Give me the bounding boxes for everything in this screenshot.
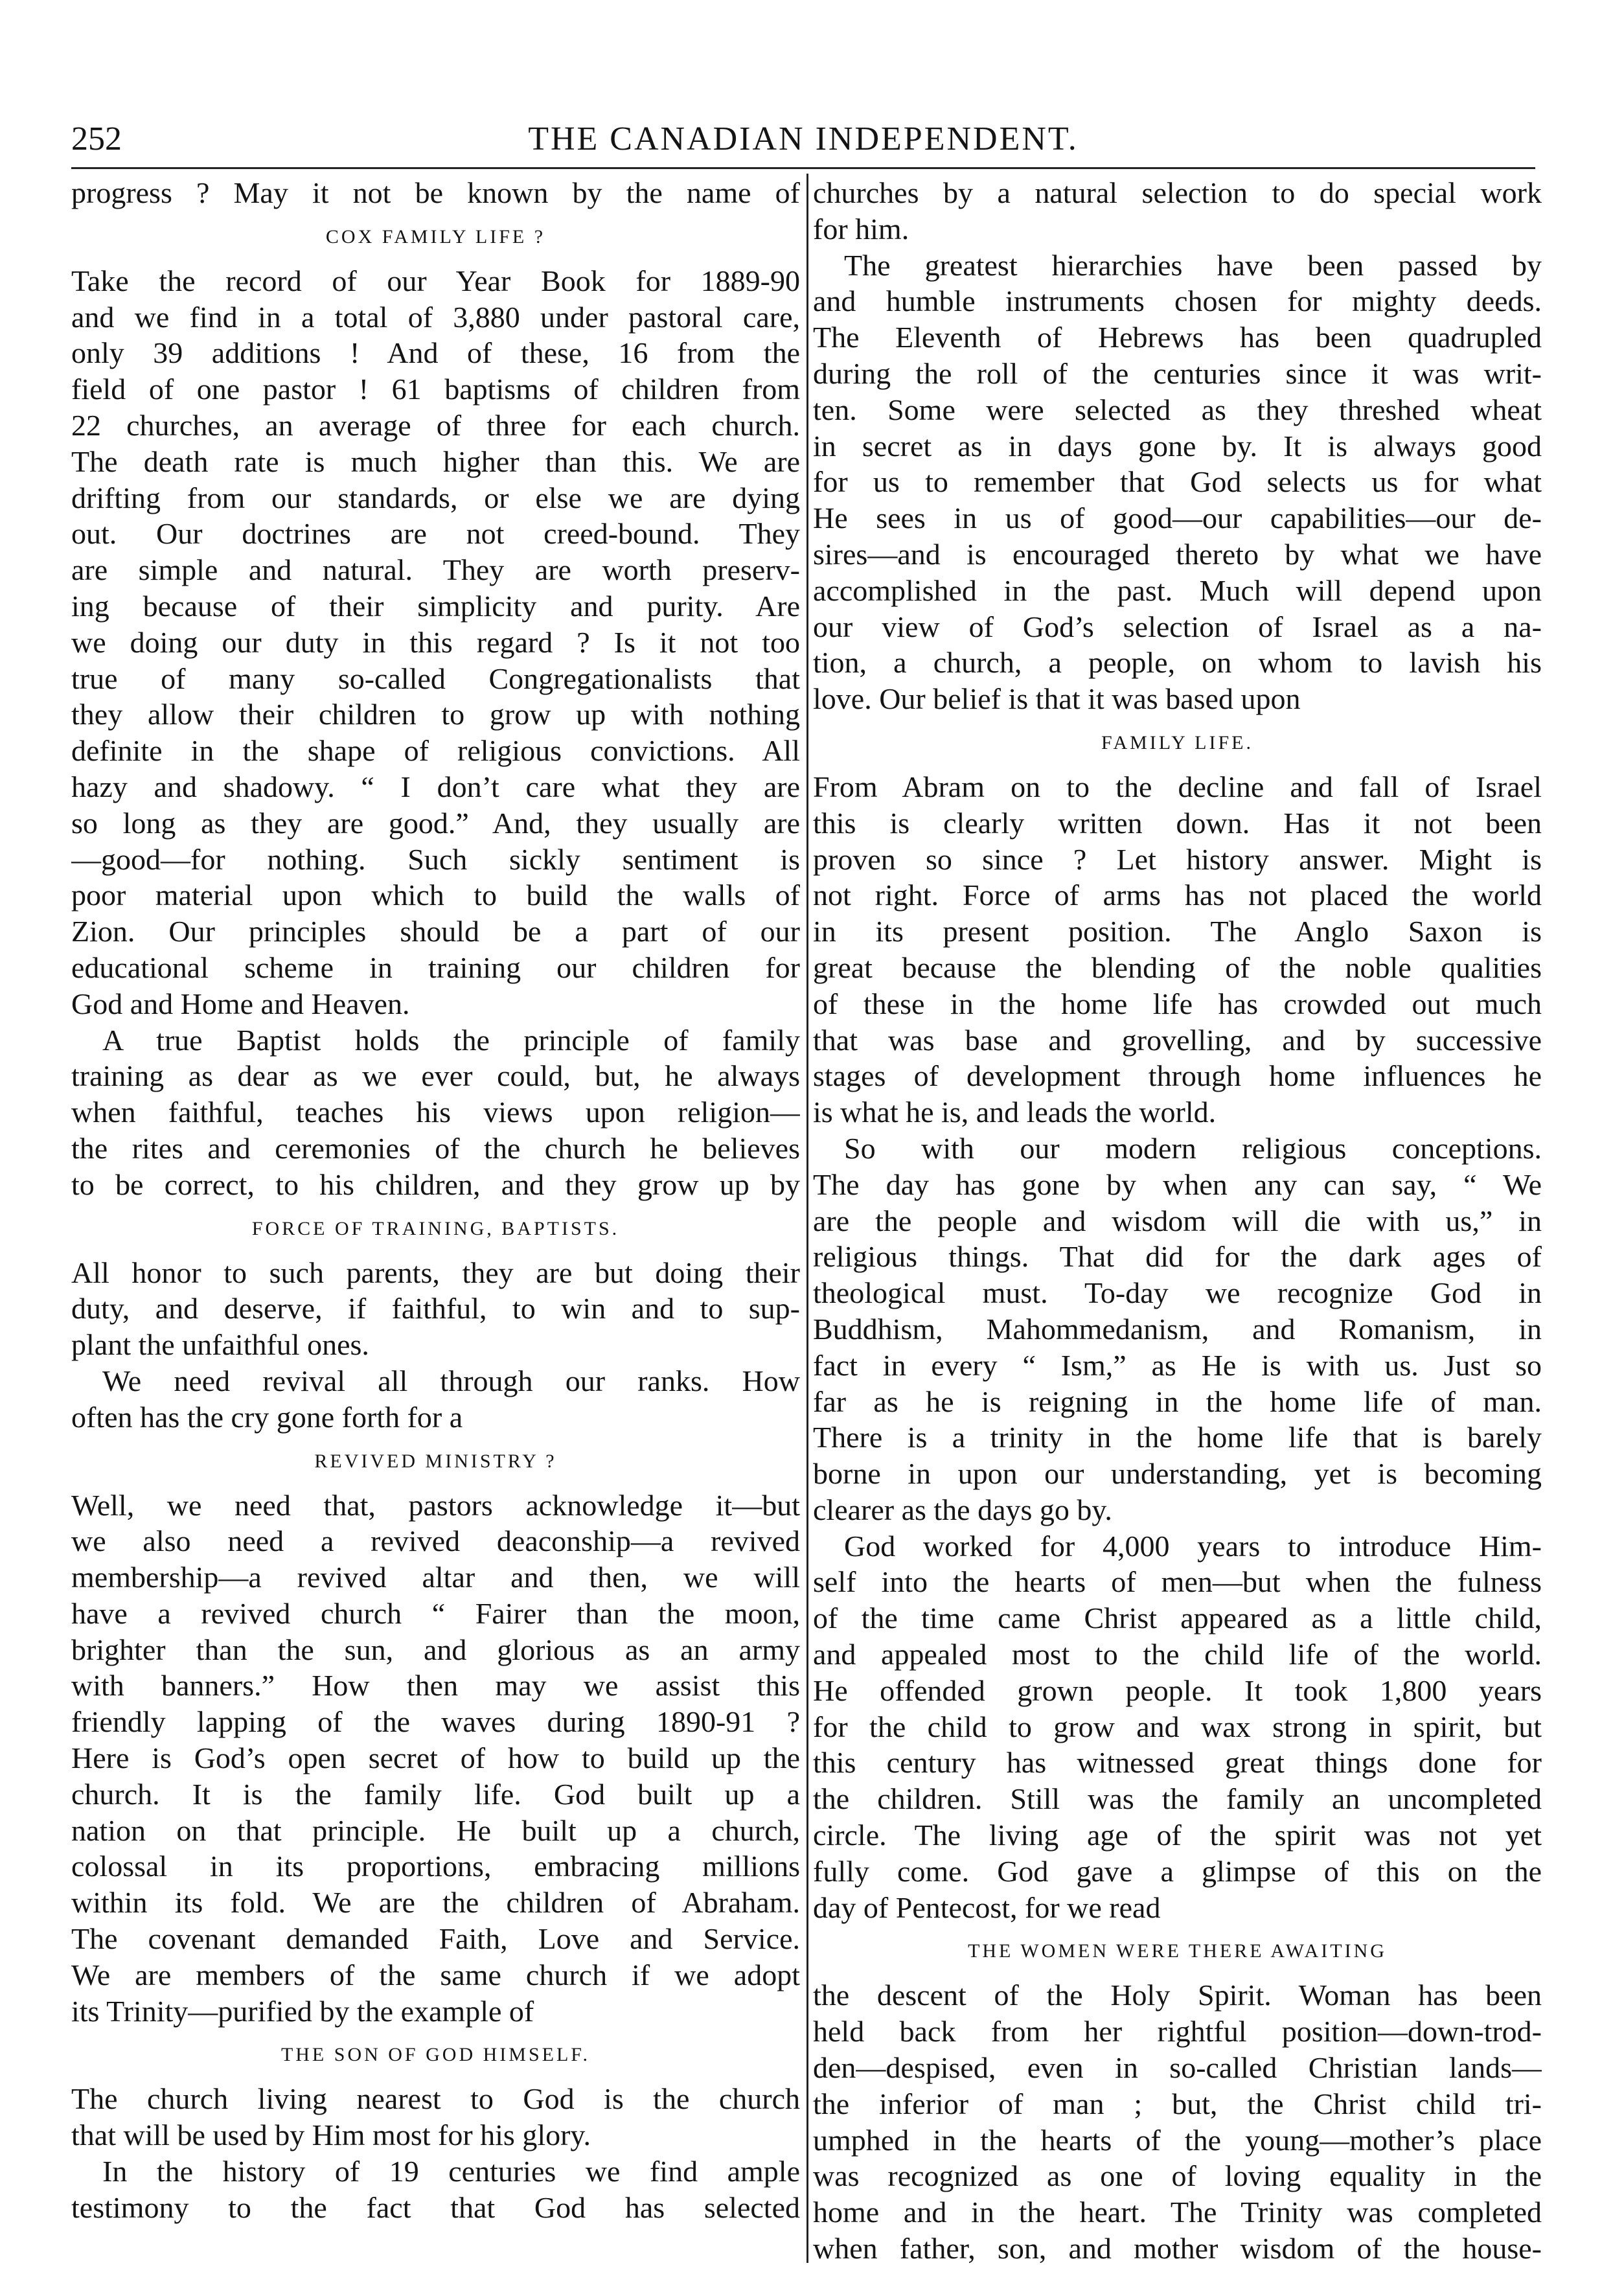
text-line: Take the record of our Year Book for 1889-90 [71, 264, 800, 297]
text-line: in secret as in days gone by. It is always good [813, 429, 1542, 463]
text-line: ten. Some were selected as they threshed wheat [813, 393, 1542, 426]
text-line: and we find in a total of 3,880 under pastoral care, [71, 300, 800, 334]
text-line: church. It is the family life. God built up a [71, 1777, 800, 1811]
text-line: From Abram on to the decline and fall of Israel [813, 770, 1542, 803]
text-line: during the roll of the centuries since it was writ- [813, 356, 1542, 390]
text-line: plant the unfaithful ones. [71, 1328, 369, 1362]
text-line: home and in the heart. The Trinity was completed [813, 2196, 1542, 2229]
page-header [71, 113, 1535, 165]
text-line: We are members of the same church if we adopt [71, 1958, 800, 1991]
text-line: fact in every “ Ism,” as He is with us. Just so [813, 1348, 1542, 1382]
text-line: Zion. Our principles should be a part of our [71, 915, 800, 948]
text-line: We need revival all through our ranks. How [102, 1364, 800, 1397]
text-line: He sees in us of good—our capabilities—our de- [813, 501, 1542, 535]
text-line: not right. Force of arms has not placed the world [813, 878, 1542, 912]
text-line: theological must. To-day we recognize God in [813, 1276, 1542, 1310]
page-number: 252 [71, 120, 122, 157]
text-line: held back from her rightful position—down-trod- [813, 2015, 1542, 2048]
text-line: clearer as the days go by. [813, 1493, 1112, 1526]
text-line: Well, we need that, pastors acknowledge it—but [71, 1488, 800, 1522]
text-line: The greatest hierarchies have been passed by [844, 248, 1542, 282]
text-line: nation on that principle. He built up a church, [71, 1813, 800, 1847]
text-line: the rites and ceremonies of the church he believes [71, 1131, 800, 1165]
text-line: that was base and grovelling, and by successive [813, 1023, 1542, 1057]
text-line: within its fold. We are the children of Abraham. [71, 1886, 800, 1920]
text-line: He offended grown people. It took 1,800 years [813, 1673, 1542, 1707]
text-line: The covenant demanded Faith, Love and Service. [71, 1922, 800, 1956]
text-line: testimony to the fact that God has selected [71, 2190, 800, 2224]
text-line: duty, and deserve, if faithful, to win and to sup- [71, 1292, 800, 1325]
left-column [71, 175, 800, 2267]
text-line: membership—a revived altar and then, we will [71, 1561, 800, 1594]
text-line: religious things. That did for the dark ages of [813, 1240, 1542, 1274]
text-line: far as he is reigning in the home life of man. [813, 1384, 1542, 1418]
text-line: our view of God’s selection of Israel as a na- [813, 610, 1542, 643]
text-line: accomplished in the past. Much will depend upon [813, 573, 1542, 607]
text-line: is what he is, and leads the world. [813, 1095, 1217, 1129]
text-line: stages of development through home influences he [813, 1059, 1542, 1093]
text-line: that will be used by Him most for his glory. [71, 2118, 591, 2152]
text-line: we also need a revived deaconship—a revived [71, 1524, 800, 1558]
text-line: proven so since ? Let history answer. Might is [813, 842, 1542, 876]
text-line: we doing our duty in this regard ? Is it not too [71, 625, 800, 659]
text-line: the inferior of man ; but, the Christ child tri- [813, 2087, 1542, 2120]
text-line: with banners.” How then may we assist this [71, 1669, 800, 1703]
text-line: fully come. God gave a glimpse of this on the [813, 1854, 1542, 1888]
text-line: —good—for nothing. Such sickly sentiment is [71, 842, 800, 876]
text-line: training as dear as we ever could, but, he always [71, 1059, 800, 1093]
text-line: The Eleventh of Hebrews has been quadrupled [813, 321, 1542, 354]
text-line: have a revived church “ Fairer than the moon, [71, 1596, 800, 1630]
text-line: friendly lapping of the waves during 1890-91 ? [71, 1705, 800, 1739]
text-line: field of one pastor ! 61 baptisms of children from [71, 373, 800, 406]
text-line: progress ? May it not be known by the name of [71, 176, 800, 209]
text-line: the descent of the Holy Spirit. Woman has been [813, 1979, 1542, 2012]
text-line: Buddhism, Mahommedanism, and Romanism, in [813, 1312, 1542, 1346]
text-line: true of many so-called Congregationalists that [71, 661, 800, 695]
text-line: so long as they are good.” And, they usually are [71, 806, 800, 840]
text-line: definite in the shape of religious convictions. All [71, 734, 800, 768]
text-line: The day has gone by when any can say, “ We [813, 1167, 1542, 1201]
text-line: and appealed most to the child life of the world. [813, 1638, 1542, 1671]
text-line: they allow their children to grow up with nothing [71, 698, 800, 731]
text-line: brighter than the sun, and glorious as an army [71, 1633, 800, 1666]
text-line: poor material upon which to build the walls of [71, 878, 800, 912]
text-line: this is clearly written down. Has it not been [813, 806, 1542, 840]
text-line: out. Our doctrines are not creed-bound. They [71, 517, 800, 551]
header-rule [71, 167, 1535, 169]
right-column [813, 175, 1542, 2267]
text-line: colossal in its proportions, embracing millions [71, 1850, 800, 1883]
text-line: borne in upon our understanding, yet is becoming [813, 1457, 1542, 1491]
text-line: A true Baptist holds the principle of family [102, 1023, 800, 1057]
section-heading: FAMILY LIFE. [1101, 731, 1253, 753]
text-line: day of Pentecost, for we read [813, 1890, 1161, 1924]
text-line: circle. The living age of the spirit was not yet [813, 1818, 1542, 1852]
text-line: are the people and wisdom will die with us,” in [813, 1204, 1542, 1237]
text-line: All honor to such parents, they are but doing their [71, 1256, 800, 1289]
text-line: for him. [813, 212, 909, 246]
section-heading: THE WOMEN WERE THERE AWAITING [968, 1940, 1387, 1962]
text-line: of the time came Christ appeared as a little child, [813, 1601, 1542, 1635]
section-heading: REVIVED MINISTRY ? [314, 1450, 557, 1472]
text-line: sires—and is encouraged thereto by what we have [813, 537, 1542, 571]
running-title: THE CANADIAN INDEPENDENT. [528, 120, 1079, 157]
text-line: when faithful, teaches his views upon religion— [71, 1095, 800, 1129]
section-heading: THE SON OF GOD HIMSELF. [280, 2044, 591, 2066]
column-divider [806, 174, 808, 2263]
text-line: and humble instruments chosen for mighty deeds. [813, 284, 1542, 318]
text-line: to be correct, to his children, and they grow up by [71, 1167, 800, 1201]
text-line: In the history of 19 centuries we find ample [102, 2155, 800, 2188]
text-line: was recognized as one of loving equality in the [813, 2159, 1542, 2193]
text-line: educational scheme in training our children for [71, 950, 800, 984]
text-line: in its present position. The Anglo Saxon is [813, 915, 1542, 948]
text-line: drifting from our standards, or else we are dying [71, 481, 800, 514]
text-line: den—despised, even in so-called Christian lands— [813, 2051, 1542, 2085]
text-line: its Trinity—purified by the example of [71, 1994, 534, 2028]
text-line: are simple and natural. They are worth preserv- [71, 553, 800, 587]
text-line: So with our modern religious conceptions. [844, 1131, 1542, 1165]
text-line: the children. Still was the family an uncompleted [813, 1782, 1542, 1816]
text-line: self into the hearts of men—but when the fulness [813, 1565, 1542, 1599]
text-line: often has the cry gone forth for a [71, 1400, 463, 1434]
text-line: hazy and shadowy. “ I don’t care what they are [71, 770, 800, 803]
text-line: only 39 additions ! And of these, 16 from the [71, 336, 800, 370]
text-line: for us to remember that God selects us for what [813, 465, 1542, 499]
section-heading: FORCE OF TRAINING, BAPTISTS. [251, 1217, 620, 1239]
text-line: churches by a natural selection to do special work [813, 176, 1542, 209]
text-line: Here is God’s open secret of how to build up the [71, 1741, 800, 1775]
text-line: when father, son, and mother wisdom of the house- [813, 2232, 1542, 2265]
text-line: this century has witnessed great things done for [813, 1746, 1542, 1780]
text-line: umphed in the hearts of the young—mother’s place [813, 2123, 1542, 2157]
text-line: tion, a church, a people, on whom to lavish his [813, 646, 1542, 680]
text-line: God worked for 4,000 years to introduce Him- [844, 1529, 1542, 1563]
text-line: great because the blending of the noble qualities [813, 950, 1542, 984]
text-line: There is a trinity in the home life that is barely [813, 1421, 1542, 1454]
text-line: for the child to grow and wax strong in spirit, but [813, 1710, 1542, 1743]
text-line: 22 churches, an average of three for each church. [71, 408, 800, 442]
text-line: The church living nearest to God is the church [71, 2082, 800, 2116]
text-line: of these in the home life has crowded out much [813, 987, 1542, 1020]
text-line: God and Home and Heaven. [71, 987, 410, 1020]
text-line: ing because of their simplicity and purity. Are [71, 589, 800, 623]
section-heading: COX FAMILY LIFE ? [325, 225, 546, 247]
text-line: The death rate is much higher than this. We are [71, 444, 800, 478]
text-line: love. Our belief is that it was based upon [813, 682, 1301, 716]
